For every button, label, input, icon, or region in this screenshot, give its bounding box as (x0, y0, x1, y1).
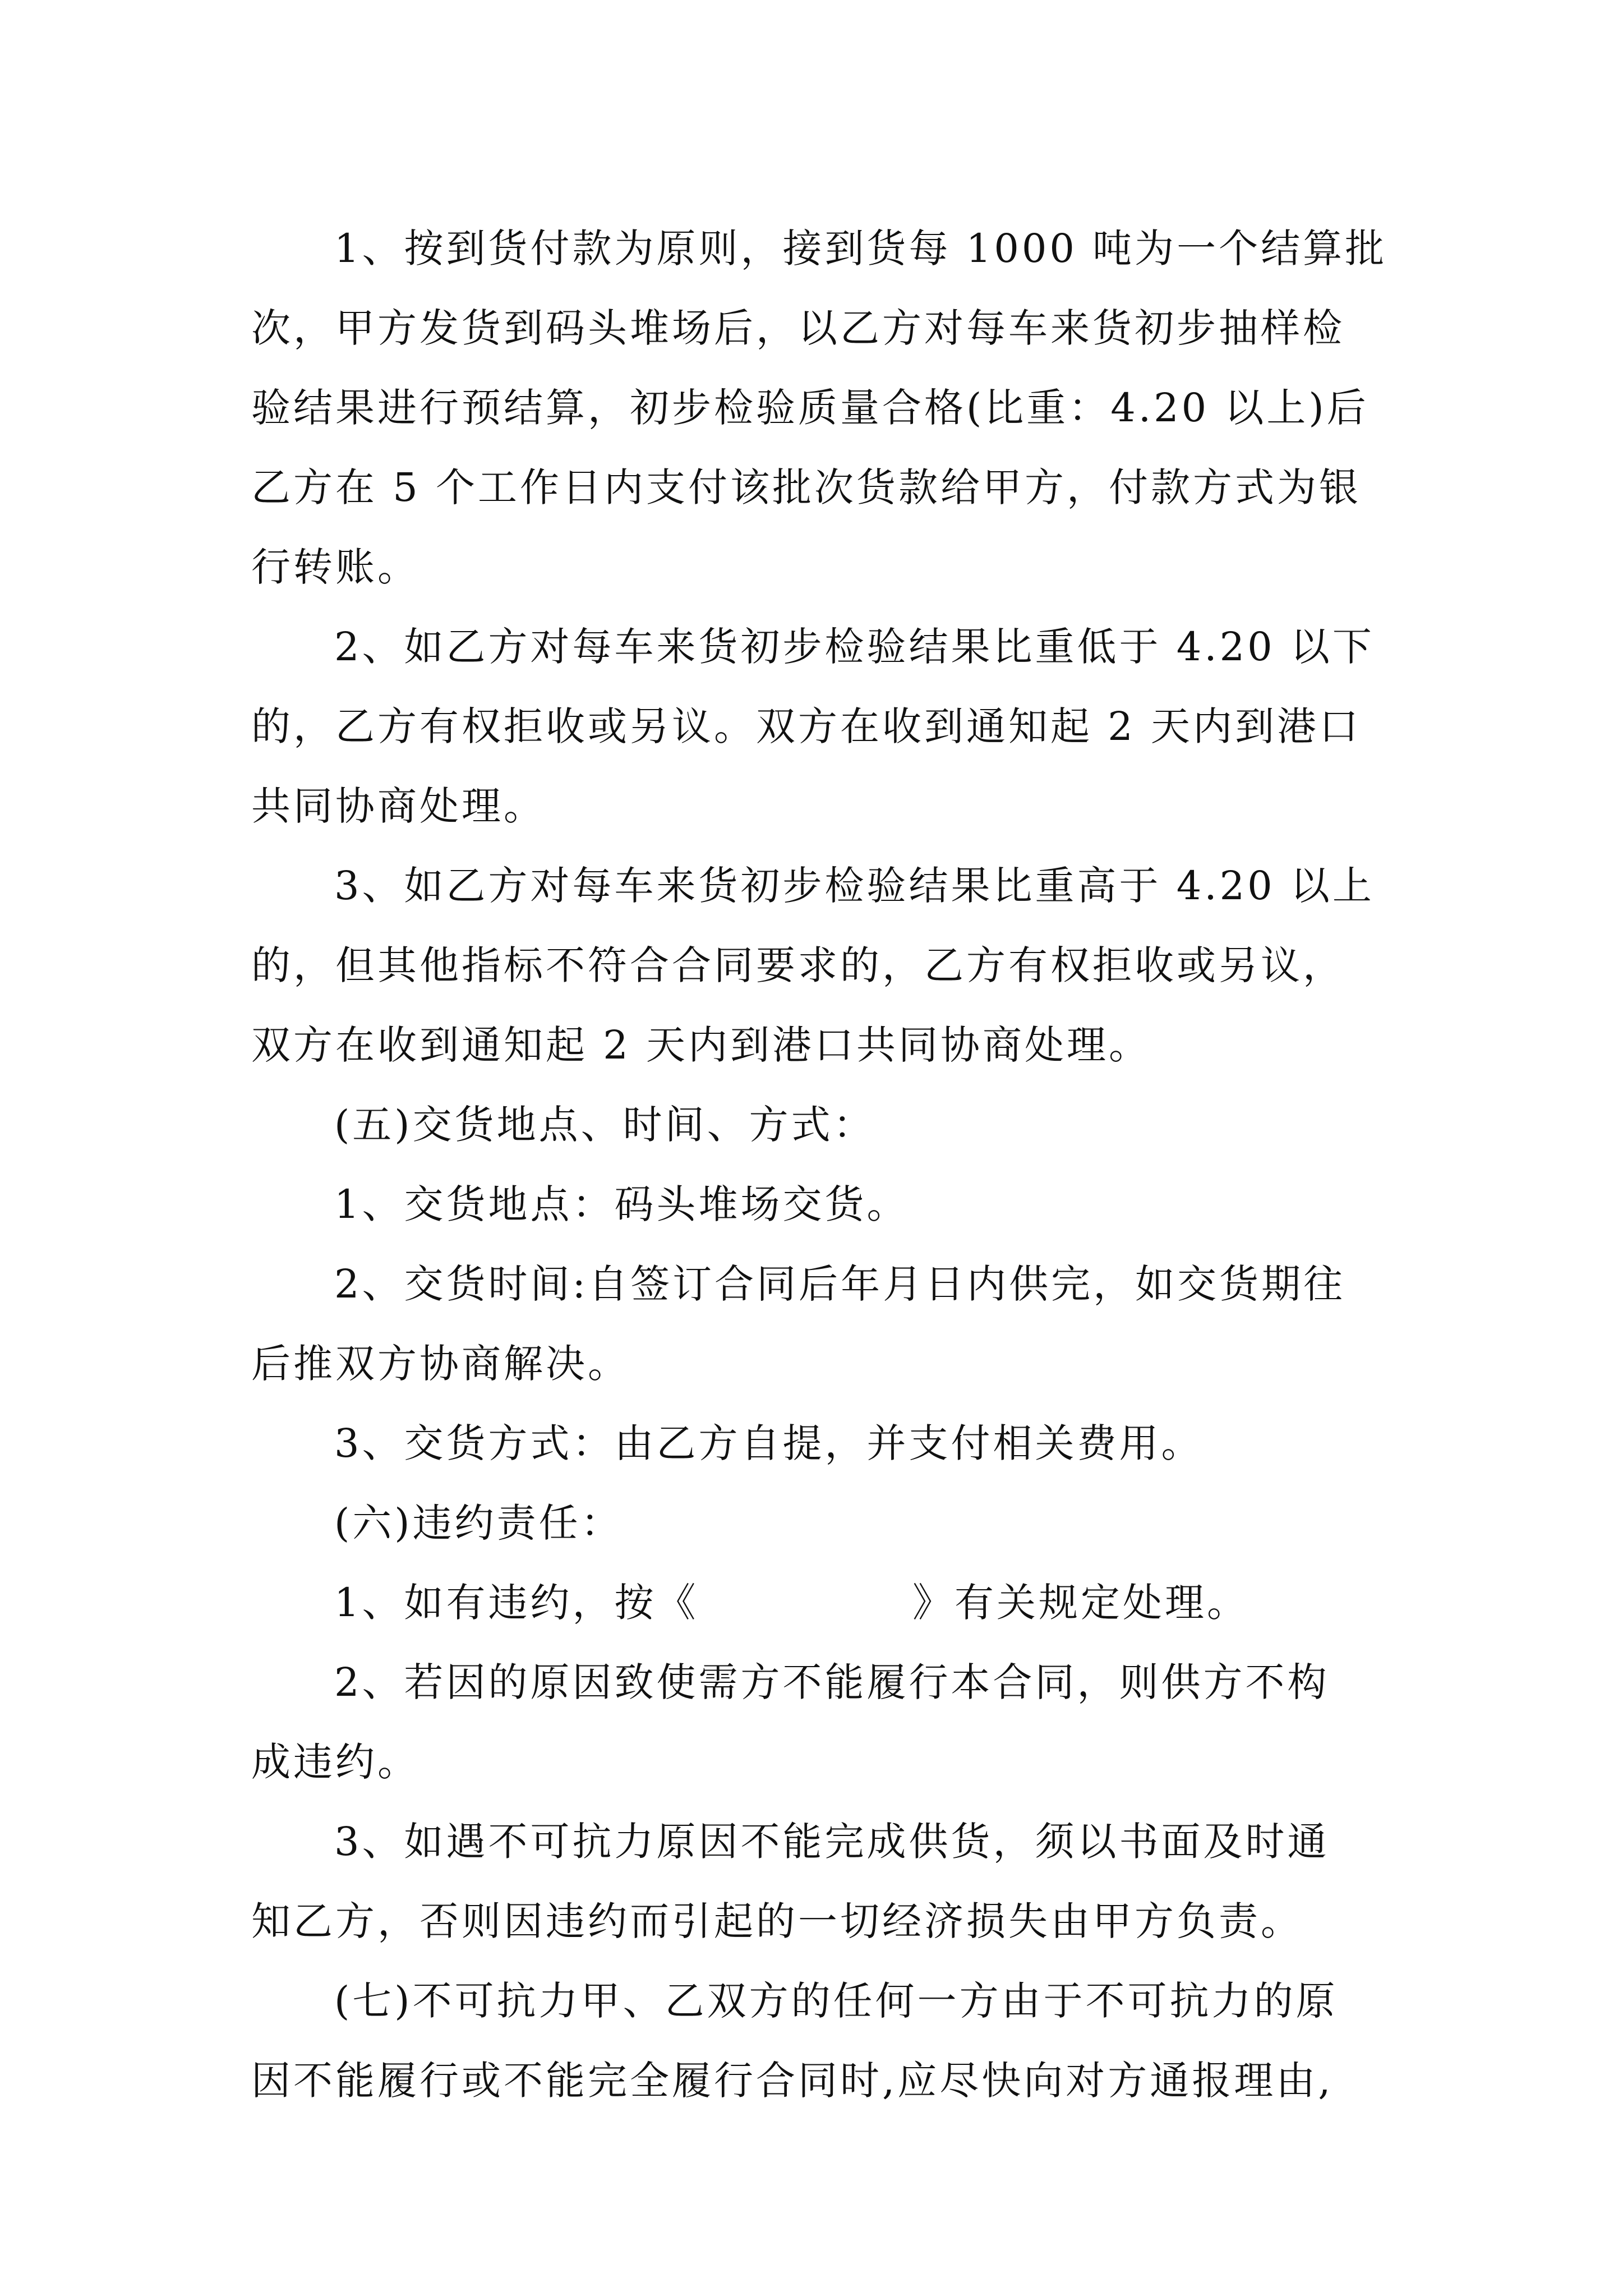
text-line: 的，乙方有权拒收或另议。双方在收到通知起 2 天内到港口 (251, 703, 1362, 749)
text-line: 3、如遇不可抗力原因不能完成供货，须以书面及时通 (334, 1819, 1330, 1865)
text-line: 3、如乙方对每车来货初步检验结果比重高于 4.20 以上 (334, 863, 1375, 909)
section-heading-delivery (251, 1085, 1401, 1165)
text-line: 因不能履行或不能完全履行合同时,应尽快向对方通报理由, (251, 2058, 1334, 2104)
section-heading-liability (251, 1483, 1401, 1563)
paragraph-breach-handling (251, 1563, 1401, 1642)
paragraph-payment-principle (251, 209, 1401, 607)
paragraph-delivery-method (251, 1404, 1401, 1483)
text-line: 1、如有违约，按《 》有关规定处理。 (334, 1580, 1249, 1626)
text-line: 1、按到货付款为原则，接到货每 1000 吨为一个结算批 (334, 226, 1387, 272)
text-line: 后推双方协商解决。 (251, 1341, 630, 1387)
paragraph-low-density-rejection (251, 607, 1401, 846)
section-heading-force-majeure (251, 1961, 1401, 2120)
paragraph-buyer-cause (251, 1642, 1401, 1802)
text-line: 乙方在 5 个工作日内支付该批次货款给甲方，付款方式为银 (251, 464, 1362, 510)
text-line: 次，甲方发货到码头堆场后，以乙方对每车来货初步抽样检 (251, 305, 1345, 351)
text-line: 知乙方，否则因违约而引起的一切经济损失由甲方负责。 (251, 1898, 1303, 1944)
paragraph-force-majeure-notice (251, 1802, 1401, 1961)
text-line: 成违约。 (251, 1739, 419, 1785)
document-body (251, 209, 1401, 2120)
text-line: (五)交货地点、时间、方式： (334, 1102, 875, 1148)
paragraph-other-indicators (251, 846, 1401, 1085)
text-line: 1、交货地点：码头堆场交货。 (334, 1181, 909, 1227)
paragraph-delivery-time (251, 1244, 1401, 1404)
text-line: 验结果进行预结算，初步检验质量合格(比重：4.20 以上)后 (251, 385, 1369, 431)
paragraph-delivery-location (251, 1165, 1401, 1244)
text-line: (七)不可抗力甲、乙双方的任何一方由于不可抗力的原 (334, 1978, 1338, 2024)
text-line: 行转账。 (251, 544, 419, 590)
text-line: (六)违约责任： (334, 1500, 623, 1546)
text-line: 2、交货时间:自签订合同后年月日内供完，如交货期往 (334, 1261, 1346, 1307)
text-line: 共同协商处理。 (251, 783, 546, 829)
text-line: 3、交货方式：由乙方自提，并支付相关费用。 (334, 1420, 1204, 1466)
text-line: 的，但其他指标不符合合同要求的，乙方有权拒收或另议， (251, 942, 1345, 988)
text-line: 双方在收到通知起 2 天内到港口共同协商处理。 (251, 1022, 1151, 1068)
text-line: 2、若因的原因致使需方不能履行本合同，则供方不构 (334, 1659, 1330, 1705)
text-line: 2、如乙方对每车来货初步检验结果比重低于 4.20 以下 (334, 624, 1375, 670)
